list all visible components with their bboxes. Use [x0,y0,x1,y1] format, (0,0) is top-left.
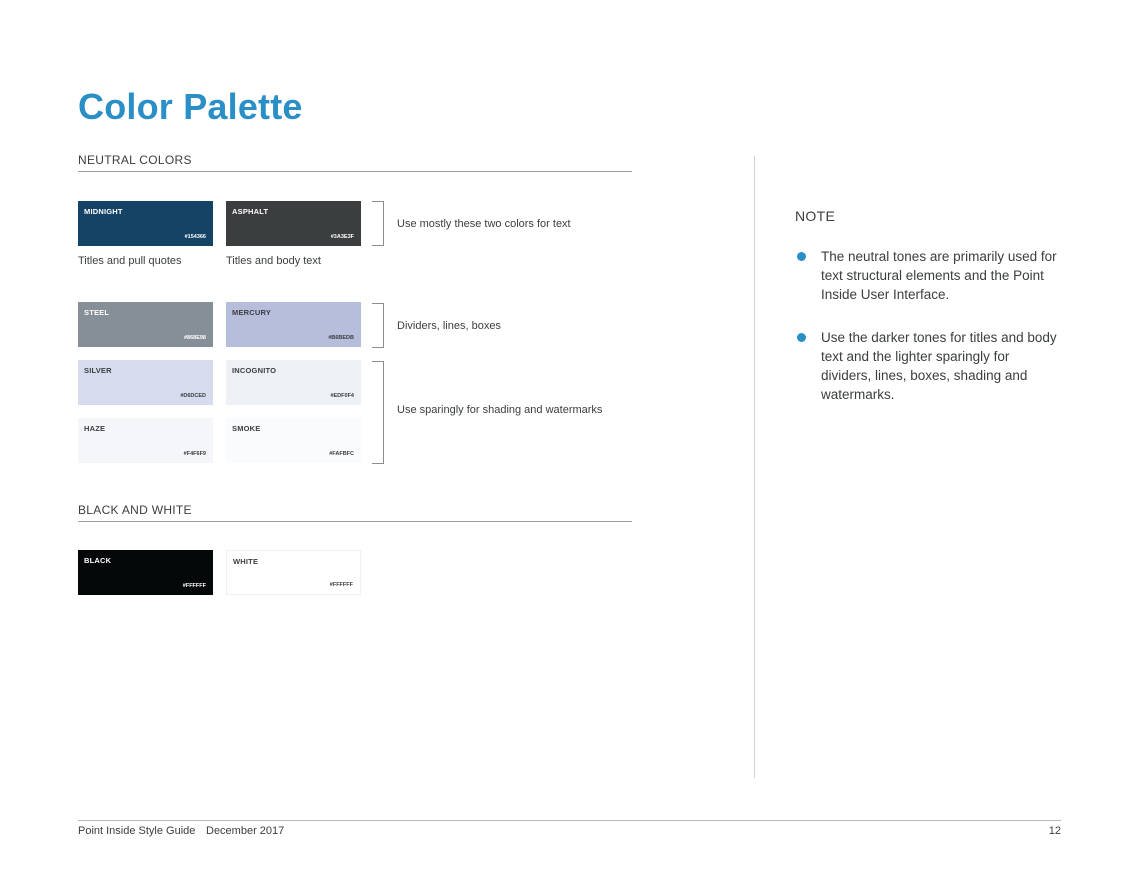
caption-asphalt: Titles and body text [226,255,321,267]
swatch-hex: #868E98 [183,335,206,341]
bullet-icon [797,333,806,342]
column-divider [754,156,755,778]
swatch-hex: #3A3E3F [330,234,354,240]
section-heading-neutral: NEUTRAL COLORS [78,153,192,167]
footer-guide-name: Point Inside Style Guide [78,825,196,837]
swatch-name: WHITE [233,557,259,566]
swatch-white [226,550,361,595]
swatch-name: MIDNIGHT [84,207,123,216]
note-heading: NOTE [795,208,836,224]
swatch-midnight [78,201,213,246]
swatch-name: STEEL [84,308,110,317]
swatch-hex: #FAFBFC [329,451,354,457]
swatch-name: HAZE [84,424,106,433]
swatch-incognito [226,360,361,405]
swatch-name: SILVER [84,366,112,375]
swatch-mercury [226,302,361,347]
section-heading-bw: BLACK AND WHITE [78,503,192,517]
swatch-hex: #EDF0F4 [330,393,354,399]
bracket [372,201,384,246]
swatch-haze [78,418,213,463]
section-divider [78,171,632,172]
section-divider [78,521,632,522]
swatch-name: SMOKE [232,424,261,433]
page-title: Color Palette [78,86,303,127]
bracket [372,361,384,464]
footer-date: December 2017 [206,825,285,837]
swatch-silver [78,360,213,405]
swatch-black [78,550,213,595]
caption-midnight: Titles and pull quotes [78,255,182,267]
swatch-hex: #D6DCED [180,393,206,399]
page-number: 12 [1048,825,1061,837]
swatch-hex: #FFFFFF [329,582,353,588]
note-text-colors: Use mostly these two colors for text [397,218,571,230]
swatch-smoke [226,418,361,463]
swatch-name: MERCURY [232,308,272,317]
note-dividers: Dividers, lines, boxes [397,320,501,332]
note-shading: Use sparingly for shading and watermarks [397,404,603,416]
bullet-icon [797,252,806,261]
swatch-hex: #B6BEDB [328,335,354,341]
footer-divider [78,820,1061,821]
swatch-hex: #FFFFFF [182,583,206,589]
swatch-name: BLACK [84,556,112,565]
note-bullet: The neutral tones are primarily used for text structural elements and the Point Inside User Interface. [821,249,1057,302]
swatch-hex: #154366 [184,234,206,240]
swatch-name: ASPHALT [232,207,269,216]
swatch-name: INCOGNITO [232,366,277,375]
note-bullet: Use the darker tones for titles and body text and the lighter sparingly for dividers, lines, boxes, shading and watermarks. [821,330,1057,402]
swatch-hex: #F4F6F9 [183,451,206,457]
bracket [372,303,384,348]
swatch-steel [78,302,213,347]
swatch-asphalt [226,201,361,246]
